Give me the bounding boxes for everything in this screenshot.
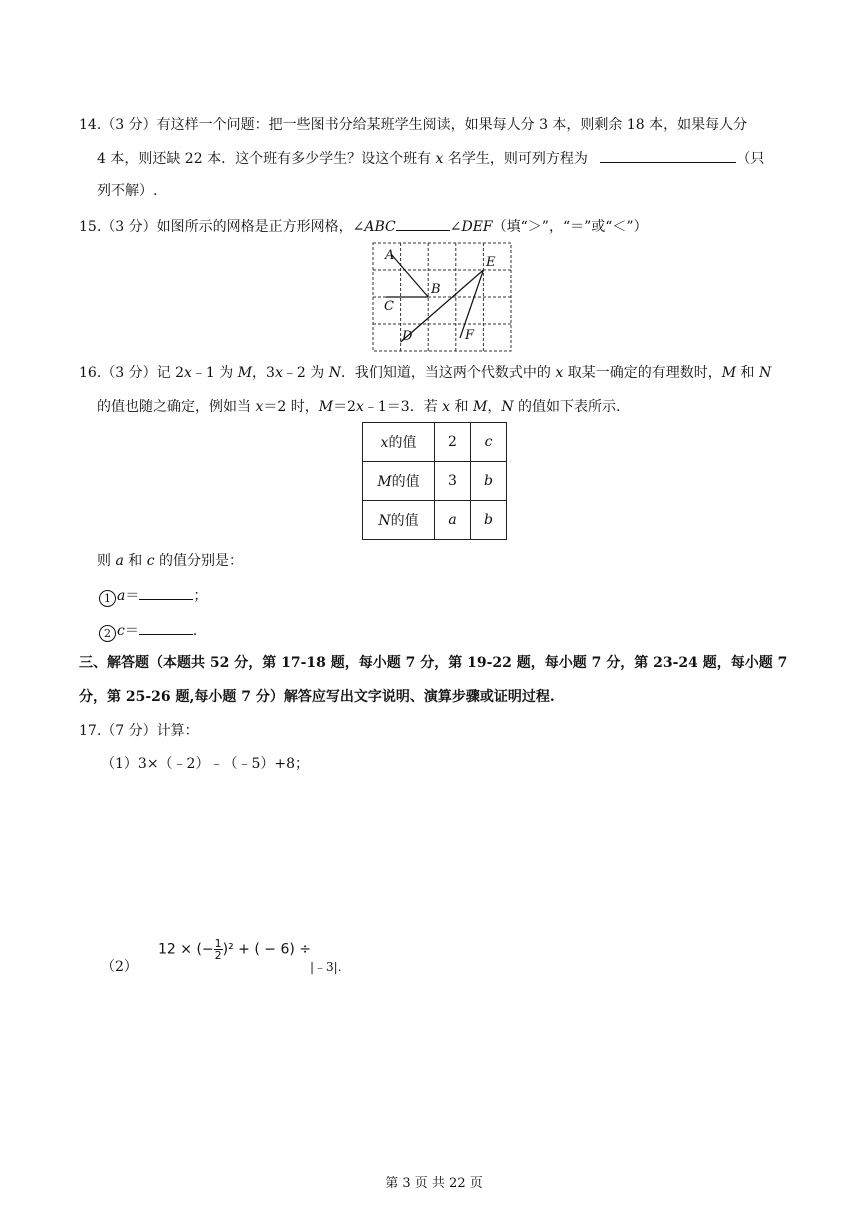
label-f: F [465, 328, 475, 343]
q17-part1: （1）3×（﹣2）﹣（﹣5）+8； [101, 756, 309, 772]
circled-number-2: 2 [99, 625, 116, 642]
q14-line3: 列不解）. [97, 183, 158, 199]
q16-ask: 则 a 和 c 的值分别是： [97, 553, 244, 569]
q17-part2-formula: 12 × (− $\frac{1}{2}$ )² + ( − 6) ÷ [158, 937, 311, 962]
q17-part2-label: （2） [101, 959, 138, 975]
section3-heading-line2: 分，第 25-26 题,每小题 7 分）解答应写出文字说明、演算步骤或证明过程. [79, 689, 555, 705]
q16-answer-c-blank[interactable] [139, 620, 193, 635]
q16-line2: 的值也随之确定，例如当 x＝2 时，M＝2x﹣1＝3．若 x 和 M，N 的值如下表所示. [97, 399, 621, 415]
q14-answer-blank[interactable] [600, 148, 736, 163]
fraction-one-half: $\frac{1}{2}$ [214, 937, 222, 962]
q14-line2: 4 本，则还缺 22 本．这个班有多少学生？设这个班有 x 名学生，则可列方程为 （只 [97, 148, 764, 168]
label-d: D [402, 329, 413, 344]
q16-line1: 16.（3 分）记 2x﹣1 为 M，3x﹣2 为 N．我们知道，当这两个代数式中的 x 取某一确定的有理数时，M 和 N [79, 365, 772, 381]
table-row: N的值 a b [363, 501, 507, 540]
q16-sub2: 2 c＝ . [99, 620, 197, 642]
segment-ab [391, 254, 428, 297]
q16-sub1: 1 a＝ ； [99, 585, 207, 607]
page-footer: 第 3 页 共 22 页 [385, 1176, 483, 1191]
q17-title: 17.（7 分）计算： [79, 723, 199, 739]
label-e: E [486, 255, 496, 270]
q16-answer-a-blank[interactable] [139, 585, 193, 600]
q17-part2-tail: |﹣3|. [310, 960, 342, 974]
label-a: A [385, 248, 395, 263]
square-grid-figure [372, 242, 512, 352]
table-row: M的值 3 b [363, 462, 507, 501]
circled-number-1: 1 [99, 590, 116, 607]
q14-line1: 14.（3 分）有这样一个问题：把一些图书分给某班学生阅读，如果每人分 3 本，则剩余 18 本，如果每人分 [79, 117, 748, 133]
values-table [362, 422, 507, 540]
q15-line: 15.（3 分）如图所示的网格是正方形网格，∠ABC ∠DEF（填“＞”，“＝”或“＜”） [79, 216, 648, 236]
section3-heading-line1: 三、解答题（本题共 52 分，第 17-18 题，每小题 7 分，第 19-22 题，每小题 7 分，第 23-24 题，每小题 7 [79, 655, 788, 671]
label-c: C [384, 299, 394, 314]
table-row: x的值 2 c [363, 423, 507, 462]
label-b: B [431, 282, 441, 297]
q15-answer-blank[interactable] [396, 216, 450, 231]
